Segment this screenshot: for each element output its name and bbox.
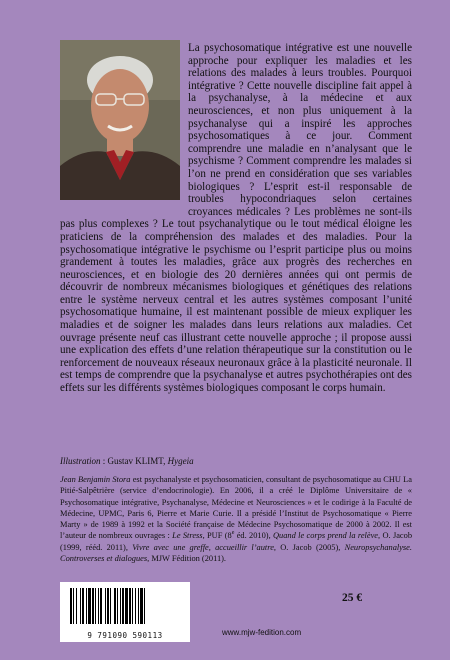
barcode-bar — [107, 588, 109, 624]
barcode-bar — [144, 588, 145, 624]
book-title: Neuropsychanalyse. Controverses et dialogues — [60, 542, 412, 564]
barcode-bar — [86, 588, 87, 624]
barcode-bar — [92, 588, 94, 624]
isbn-barcode — [60, 582, 190, 642]
barcode-bar — [76, 588, 77, 624]
barcode-bar — [82, 588, 84, 624]
barcode-bar — [125, 588, 128, 624]
barcode-bar — [80, 588, 81, 624]
bio-text: , MJW Fédition (2011). — [147, 554, 227, 564]
summary-text: La psychosomatique intégrative est une nouvelle approche pour expliquer les maladies et les relations des malades à leurs troubles. Pourquoi intégrative ? Cette nouvelle discipline fait appel à la psychanalyse, à la médecine et aux neurosciences, et non plus uniquement à la psychanalyse qui a inspiré les approches psychosomatiques à ce jour. Comment comprendre une maladie en n’analysant que le psychisme ? Comment comprendre les malades si l’on ne prend en considération que ses variables biologiques ? L’esprit est-il responsable de troubles hypocondriaques selon certaines croyances médicales ? Les problèmes ne sont-ils pas plus complexes ? Le tout psychanalytique ou le tout médical éloigne les praticiens de la compréhension des malades et des maladies. Pour la psychosomatique intégrative le psychisme ou l’esprit participe plus ou moins grandement à toutes les maladies, grâce aux progrès des recherches en neurosciences, et en biologie des 20 dernières années qui ont permis de découvrir de nombreux mécanismes biologiques et génétiques des relations entre le système nerveux central et les autres systèmes composant l’unité psychosomatique humaine, il est maintenant possible de mieux expliquer les maladies et de soigner les malades dans leurs relations aux maladies. Cet ouvrage présente neuf cas illustrant cette nouvelle approche ; il propose aussi une explication des effets d’une relation thérapeutique sur la constitution ou le renforcement de nouveaux réseaux neuronaux grâce à la plasticité neuronale. Il est temps de comprendre que la psychanalyse et autres psychothérapies ont des effets sur les différents systèmes biologiques composant le corps humain. — [60, 42, 412, 395]
photo-spacer — [60, 42, 180, 206]
back-cover-summary — [60, 42, 412, 395]
illustration-artist: : Gustav KLIMT, — [100, 456, 168, 466]
barcode-bar — [88, 588, 91, 624]
barcode-bar — [105, 588, 106, 624]
barcode-bar — [120, 588, 121, 624]
barcode-bar — [73, 588, 74, 624]
barcode-bar — [98, 588, 99, 624]
barcode-icon — [60, 582, 190, 630]
barcode-bar — [117, 588, 118, 624]
barcode-bar — [132, 588, 133, 624]
illustration-label: Illustration — [60, 456, 101, 466]
illustration-credit — [60, 456, 412, 467]
barcode-bar — [122, 588, 124, 624]
barcode-bar — [140, 588, 143, 624]
edition-superscript: e — [231, 530, 235, 537]
barcode-digits: 9 791090 590113 — [87, 631, 163, 640]
barcode-bar — [95, 588, 96, 624]
bio-text: , O. Jacob (2005), — [273, 542, 345, 552]
price: 25 € — [342, 592, 363, 604]
book-title: Le Stress — [172, 531, 203, 541]
illustration-title: Hygeia — [167, 456, 194, 466]
author-bio — [60, 474, 412, 564]
barcode-bar — [135, 588, 136, 624]
bio-text: , PUF (8 — [202, 531, 232, 541]
bio-text: , O. Jacob (1999, rééd. 2011), — [60, 531, 413, 552]
barcode-bar — [100, 588, 102, 624]
barcode-bar — [114, 588, 116, 624]
book-title: Vivre avec une greffe, accueillir l’autre — [132, 542, 274, 552]
barcode-bar — [110, 588, 111, 624]
barcode-bar — [70, 588, 72, 624]
book-title: Quand le corps prend la relève — [273, 531, 379, 541]
barcode-bar — [129, 588, 131, 624]
bio-text: est psychanalyste et psychosomaticien, consultant de psychosomatique au CHU La Pitié-Salpêtrière (service d’endocrinologie). En 2006, il a créé le Diplôme Universitaire de « Psychosomatique intégrative, Psychanalyse, Médecine et Neurosciences » et le codirige à la Faculté de Médecine, UPMC, Paris 6, Pierre et Marie Curie. Il a présidé l’Institut de Psychosomatique « Pierre Marty » de 1989 à 1992 et la Société française de Médecine Psychosomatique de 2000 à 2002. Il est l’auteur de nombreux ouvrages : — [60, 475, 413, 541]
barcode-bar — [138, 588, 139, 624]
bio-text: éd. 2010), — [234, 531, 273, 541]
website-link[interactable]: www.mjw-fedition.com — [222, 628, 302, 637]
author-name: Jean Benjamin Stora — [60, 475, 131, 484]
